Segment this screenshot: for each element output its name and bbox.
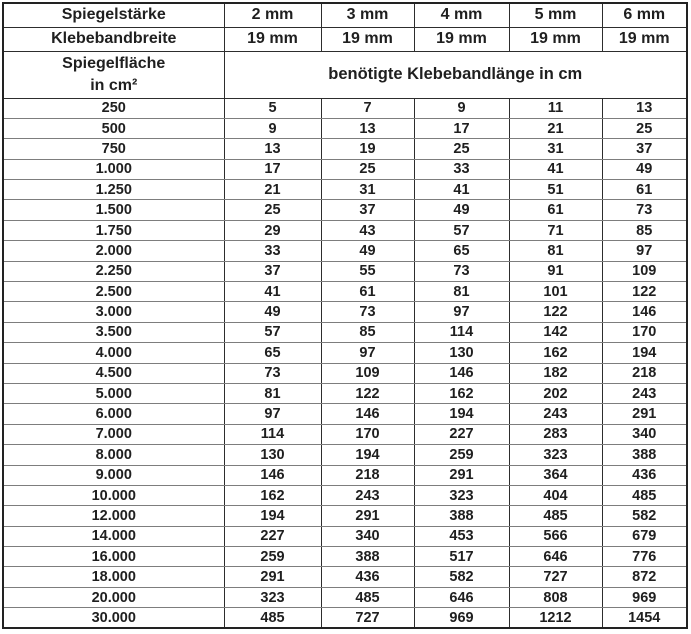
length-cell: 388 <box>602 445 687 465</box>
length-cell: 283 <box>509 424 602 444</box>
length-cell: 49 <box>414 200 509 220</box>
length-cell: 182 <box>509 363 602 383</box>
length-cell: 9 <box>414 98 509 118</box>
length-cell: 566 <box>509 526 602 546</box>
length-cell: 485 <box>224 608 321 628</box>
length-cell: 291 <box>224 567 321 587</box>
length-cell: 114 <box>414 322 509 342</box>
length-cell: 404 <box>509 485 602 505</box>
length-cell: 109 <box>602 261 687 281</box>
length-cell: 81 <box>509 241 602 261</box>
length-cell: 41 <box>224 282 321 302</box>
area-cell: 14.000 <box>3 526 224 546</box>
length-cell: 194 <box>321 445 414 465</box>
thickness-value-2mm: 2 mm <box>224 3 321 27</box>
length-cell: 218 <box>321 465 414 485</box>
length-cell: 323 <box>509 445 602 465</box>
length-cell: 97 <box>414 302 509 322</box>
length-cell: 37 <box>602 139 687 159</box>
length-cell: 13 <box>602 98 687 118</box>
length-cell: 71 <box>509 220 602 240</box>
length-cell: 51 <box>509 180 602 200</box>
length-cell: 43 <box>321 220 414 240</box>
area-cell: 12.000 <box>3 506 224 526</box>
area-cell: 20.000 <box>3 587 224 607</box>
table-row <box>3 485 687 505</box>
length-cell: 41 <box>414 180 509 200</box>
length-cell: 485 <box>321 587 414 607</box>
area-cell: 4.000 <box>3 343 224 363</box>
length-cell: 202 <box>509 383 602 403</box>
length-cell: 114 <box>224 424 321 444</box>
table-row <box>3 241 687 261</box>
length-cell: 227 <box>224 526 321 546</box>
thickness-value-6mm: 6 mm <box>602 3 687 27</box>
length-cell: 162 <box>414 383 509 403</box>
length-cell: 364 <box>509 465 602 485</box>
length-cell: 122 <box>509 302 602 322</box>
length-cell: 122 <box>321 383 414 403</box>
table-row <box>3 424 687 444</box>
length-cell: 1212 <box>509 608 602 628</box>
length-cell: 194 <box>414 404 509 424</box>
length-cell: 101 <box>509 282 602 302</box>
length-cell: 776 <box>602 547 687 567</box>
area-cell: 7.000 <box>3 424 224 444</box>
area-cell: 3.500 <box>3 322 224 342</box>
area-cell: 3.000 <box>3 302 224 322</box>
table-row <box>3 363 687 383</box>
length-cell: 170 <box>321 424 414 444</box>
tape-width-value-3: 19 mm <box>414 27 509 51</box>
tape-width-value-4: 19 mm <box>509 27 602 51</box>
length-cell: 517 <box>414 547 509 567</box>
length-cell: 146 <box>602 302 687 322</box>
length-cell: 25 <box>224 200 321 220</box>
area-cell: 2.250 <box>3 261 224 281</box>
length-cell: 57 <box>414 220 509 240</box>
area-cell: 1.750 <box>3 220 224 240</box>
length-cell: 808 <box>509 587 602 607</box>
table-row <box>3 587 687 607</box>
length-cell: 9 <box>224 118 321 138</box>
length-cell: 13 <box>224 139 321 159</box>
tape-width-value-5: 19 mm <box>602 27 687 51</box>
length-cell: 73 <box>224 363 321 383</box>
length-cell: 162 <box>509 343 602 363</box>
length-cell: 194 <box>602 343 687 363</box>
length-cell: 582 <box>602 506 687 526</box>
length-cell: 146 <box>224 465 321 485</box>
length-cell: 436 <box>321 567 414 587</box>
area-cell: 9.000 <box>3 465 224 485</box>
table-row <box>3 220 687 240</box>
length-cell: 21 <box>509 118 602 138</box>
length-cell: 243 <box>509 404 602 424</box>
length-cell: 340 <box>321 526 414 546</box>
length-cell: 291 <box>602 404 687 424</box>
length-cell: 218 <box>602 363 687 383</box>
length-cell: 170 <box>602 322 687 342</box>
length-cell: 85 <box>602 220 687 240</box>
length-cell: 130 <box>224 445 321 465</box>
length-cell: 646 <box>414 587 509 607</box>
length-cell: 969 <box>602 587 687 607</box>
area-cell: 10.000 <box>3 485 224 505</box>
length-cell: 5 <box>224 98 321 118</box>
length-cell: 13 <box>321 118 414 138</box>
length-cell: 57 <box>224 322 321 342</box>
length-cell: 485 <box>602 485 687 505</box>
tape-width-value-1: 19 mm <box>224 27 321 51</box>
length-cell: 61 <box>602 180 687 200</box>
table-row <box>3 98 687 118</box>
length-cell: 33 <box>224 241 321 261</box>
length-cell: 61 <box>321 282 414 302</box>
length-cell: 25 <box>321 159 414 179</box>
table-row <box>3 526 687 546</box>
area-cell: 8.000 <box>3 445 224 465</box>
length-cell: 49 <box>602 159 687 179</box>
length-cell: 17 <box>224 159 321 179</box>
table-row <box>3 159 687 179</box>
length-cell: 81 <box>224 383 321 403</box>
area-header-cell <box>3 51 224 98</box>
length-cell: 969 <box>414 608 509 628</box>
length-cell: 1454 <box>602 608 687 628</box>
length-cell: 388 <box>321 547 414 567</box>
table-row <box>3 547 687 567</box>
thickness-row <box>3 3 687 27</box>
table-row <box>3 302 687 322</box>
length-cell: 291 <box>321 506 414 526</box>
length-cell: 81 <box>414 282 509 302</box>
length-cell: 7 <box>321 98 414 118</box>
length-cell: 19 <box>321 139 414 159</box>
length-cell: 323 <box>414 485 509 505</box>
tape-length-table <box>2 2 688 629</box>
length-cell: 323 <box>224 587 321 607</box>
length-cell: 243 <box>602 383 687 403</box>
length-cell: 55 <box>321 261 414 281</box>
area-cell: 6.000 <box>3 404 224 424</box>
area-cell: 1.000 <box>3 159 224 179</box>
table-row <box>3 343 687 363</box>
length-cell: 679 <box>602 526 687 546</box>
length-cell: 646 <box>509 547 602 567</box>
length-cell: 162 <box>224 485 321 505</box>
table-row <box>3 567 687 587</box>
area-header-line1: Spiegelfläche <box>62 54 166 72</box>
length-cell: 453 <box>414 526 509 546</box>
length-cell: 73 <box>602 200 687 220</box>
length-cell: 17 <box>414 118 509 138</box>
length-cell: 122 <box>602 282 687 302</box>
length-cell: 91 <box>509 261 602 281</box>
table-body <box>3 98 687 628</box>
tape-length-span-label: benötigte Klebebandlänge in cm <box>224 51 687 98</box>
length-cell: 582 <box>414 567 509 587</box>
length-cell: 31 <box>321 180 414 200</box>
length-cell: 31 <box>509 139 602 159</box>
length-cell: 109 <box>321 363 414 383</box>
length-cell: 11 <box>509 98 602 118</box>
table-row <box>3 180 687 200</box>
table-row <box>3 445 687 465</box>
area-cell: 1.250 <box>3 180 224 200</box>
tape-width-row <box>3 27 687 51</box>
length-cell: 727 <box>509 567 602 587</box>
length-cell: 29 <box>224 220 321 240</box>
table-row <box>3 200 687 220</box>
length-cell: 73 <box>321 302 414 322</box>
length-cell: 146 <box>321 404 414 424</box>
length-cell: 194 <box>224 506 321 526</box>
thickness-value-5mm: 5 mm <box>509 3 602 27</box>
area-cell: 500 <box>3 118 224 138</box>
length-cell: 97 <box>602 241 687 261</box>
length-cell: 25 <box>602 118 687 138</box>
length-cell: 243 <box>321 485 414 505</box>
area-cell: 5.000 <box>3 383 224 403</box>
length-cell: 65 <box>414 241 509 261</box>
length-cell: 259 <box>414 445 509 465</box>
length-cell: 73 <box>414 261 509 281</box>
area-cell: 750 <box>3 139 224 159</box>
table-row <box>3 282 687 302</box>
table-row <box>3 383 687 403</box>
length-cell: 97 <box>224 404 321 424</box>
table-row <box>3 322 687 342</box>
area-cell: 18.000 <box>3 567 224 587</box>
length-cell: 259 <box>224 547 321 567</box>
table-row <box>3 506 687 526</box>
length-cell: 85 <box>321 322 414 342</box>
length-cell: 65 <box>224 343 321 363</box>
tape-width-label: Klebebandbreite <box>3 27 224 51</box>
length-cell: 388 <box>414 506 509 526</box>
length-cell: 291 <box>414 465 509 485</box>
table-header <box>3 3 687 98</box>
area-cell: 4.500 <box>3 363 224 383</box>
length-cell: 37 <box>224 261 321 281</box>
length-cell: 49 <box>224 302 321 322</box>
area-header-line2: in cm² <box>90 76 138 94</box>
thickness-value-4mm: 4 mm <box>414 3 509 27</box>
area-cell: 2.000 <box>3 241 224 261</box>
area-cell: 250 <box>3 98 224 118</box>
table-row <box>3 118 687 138</box>
length-cell: 25 <box>414 139 509 159</box>
table-row <box>3 465 687 485</box>
area-cell: 16.000 <box>3 547 224 567</box>
length-cell: 142 <box>509 322 602 342</box>
table-row <box>3 261 687 281</box>
table-row <box>3 608 687 628</box>
length-cell: 227 <box>414 424 509 444</box>
thickness-label: Spiegelstärke <box>3 3 224 27</box>
table-row <box>3 404 687 424</box>
length-cell: 61 <box>509 200 602 220</box>
length-cell: 21 <box>224 180 321 200</box>
tape-width-value-2: 19 mm <box>321 27 414 51</box>
area-cell: 1.500 <box>3 200 224 220</box>
length-cell: 485 <box>509 506 602 526</box>
length-cell: 146 <box>414 363 509 383</box>
length-cell: 97 <box>321 343 414 363</box>
length-cell: 49 <box>321 241 414 261</box>
subheader-row <box>3 51 687 98</box>
thickness-value-3mm: 3 mm <box>321 3 414 27</box>
table-row <box>3 139 687 159</box>
length-cell: 130 <box>414 343 509 363</box>
length-cell: 436 <box>602 465 687 485</box>
area-cell: 2.500 <box>3 282 224 302</box>
length-cell: 41 <box>509 159 602 179</box>
length-cell: 727 <box>321 608 414 628</box>
area-cell: 30.000 <box>3 608 224 628</box>
length-cell: 872 <box>602 567 687 587</box>
length-cell: 33 <box>414 159 509 179</box>
length-cell: 37 <box>321 200 414 220</box>
length-cell: 340 <box>602 424 687 444</box>
